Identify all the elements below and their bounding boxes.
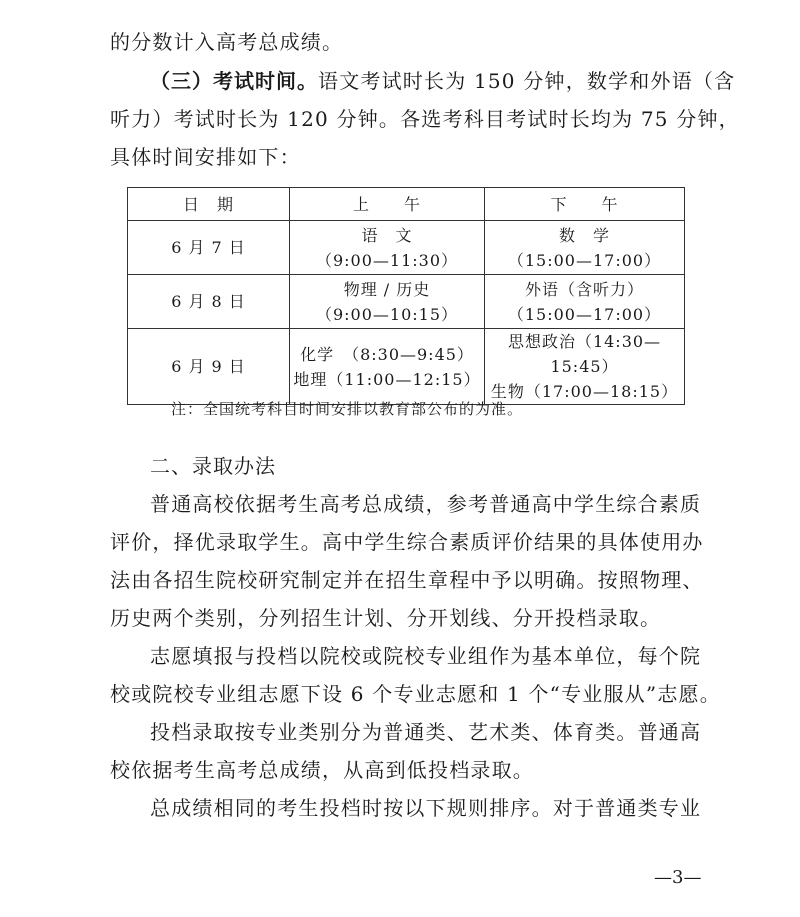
exam-time-line-2: 听力）考试时长为 120 分钟。各选考科目考试时长均为 75 分钟， (110, 107, 740, 131)
table-row (128, 275, 685, 329)
morning-time: （9:00—10:15） (315, 304, 459, 324)
section-heading-admission: 二、录取办法 (150, 454, 276, 478)
afternoon-time: （15:00—17:00） (507, 250, 662, 270)
afternoon-subject: 外语（含听力） (524, 279, 644, 299)
admission-line-9: 总成绩相同的考生投档时按以下规则排序。对于普通类专业 (150, 796, 702, 820)
afternoon-subject-time-2: 生物（17:00—18:15） (490, 382, 679, 401)
admission-line-1: 普通高校依据考生高考总成绩，参考普通高中学生综合素质 (150, 492, 702, 516)
exam-time-line-1-text: 语文考试时长为 150 分钟，数学和外语（含 (318, 69, 736, 93)
table-header-row (128, 188, 685, 221)
exam-time-line-1 (150, 67, 740, 95)
row-date: 6 月 8 日 (128, 275, 290, 329)
morning-subject-time-1: 化学 （8:30—9:45） (300, 344, 474, 364)
admission-line-6: 校或院校专业组志愿下设 6 个专业志愿和 1 个“专业服从”志愿。 (110, 682, 721, 706)
admission-line-5: 志愿填报与投档以院校或院校专业组作为基本单位，每个院 (150, 644, 702, 668)
row-afternoon (485, 221, 685, 275)
admission-line-2: 评价，择优录取学生。高中学生综合素质评价结果的具体使用办 (110, 530, 704, 554)
row-afternoon (485, 275, 685, 329)
header-morning: 上 午 (290, 188, 485, 221)
admission-line-8: 校依据考生高考总成绩，从高到低投档录取。 (110, 758, 534, 782)
afternoon-time: （15:00—17:00） (507, 304, 662, 324)
table-row (128, 221, 685, 275)
header-afternoon: 下 午 (485, 188, 685, 221)
table-row (128, 329, 685, 405)
morning-subject: 语 文 (361, 225, 413, 245)
row-morning (290, 329, 485, 405)
afternoon-subject: 数 学 (558, 225, 610, 245)
row-date: 6 月 7 日 (128, 221, 290, 275)
exam-time-line-3: 具体时间安排如下： (110, 145, 301, 169)
row-date: 6 月 9 日 (128, 329, 290, 405)
morning-time: （9:00—11:30） (315, 250, 459, 270)
admission-line-3: 法由各招生院校研究制定并在招生章程中予以明确。按照物理、 (110, 568, 704, 592)
row-morning (290, 275, 485, 329)
row-morning (290, 221, 485, 275)
row-afternoon (485, 329, 685, 405)
intro-line: 的分数计入高考总成绩。 (110, 30, 344, 54)
morning-subject-time-2: 地理（11:00—12:15） (293, 369, 481, 389)
table-note: 注：全国统考科目时间安排以教育部公布的为准。 (171, 400, 524, 418)
header-date: 日 期 (128, 188, 290, 221)
morning-subject: 物理 / 历史 (343, 279, 431, 299)
afternoon-subject-time-1: 思想政治（14:30—15:45） (507, 332, 662, 376)
admission-line-7: 投档录取按专业类别分为普通类、艺术类、体育类。普通高 (150, 720, 702, 744)
page-number: —3— (654, 867, 702, 888)
exam-time-heading: （三）考试时间。 (150, 69, 318, 93)
admission-line-4: 历史两个类别，分列招生计划、分开划线、分开投档录取。 (110, 606, 662, 630)
exam-schedule-table (127, 187, 685, 405)
